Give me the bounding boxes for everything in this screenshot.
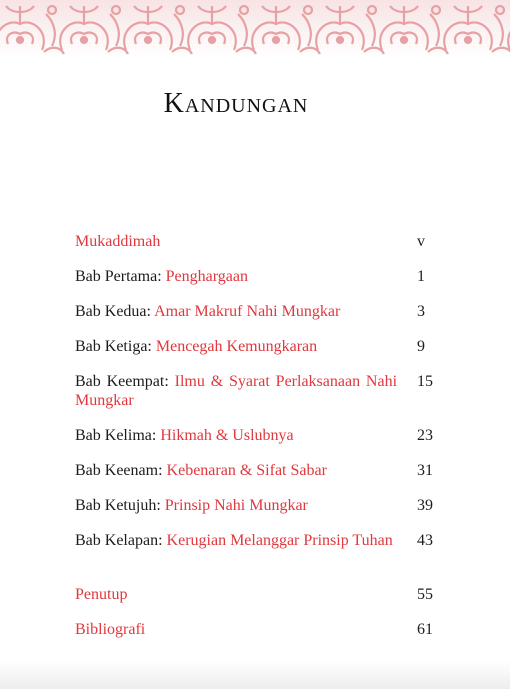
- toc-entry-link[interactable]: Kebenaran & Sifat Sabar: [166, 462, 327, 479]
- toc-row-bab-ketiga: [75, 337, 455, 356]
- toc-entry-prefix: Bab Keenam:: [75, 462, 167, 479]
- toc-entry-link[interactable]: Kerugian Melanggar Prinsip Tuhan: [166, 532, 393, 549]
- toc-page-number: 3: [417, 303, 425, 320]
- toc-page-number: 15: [417, 373, 433, 390]
- toc-entry-link[interactable]: Mencegah Kemungkaran: [155, 338, 318, 355]
- toc-entry-prefix: Bab Ketiga:: [75, 338, 156, 355]
- page-title: Kandungan: [163, 88, 309, 119]
- toc-entry-text: [75, 461, 397, 480]
- toc-page-number: 9: [417, 338, 425, 355]
- toc-row-bab-kelima: [75, 426, 455, 445]
- toc-page-number: v: [417, 233, 425, 250]
- toc-entry-prefix: Bab Pertama:: [75, 268, 166, 285]
- toc-page-number: 23: [417, 427, 433, 444]
- toc-entry-text: [75, 531, 397, 550]
- toc-entry-text: [75, 337, 397, 356]
- toc-page-number: 31: [417, 462, 433, 479]
- decorative-banner: [0, 0, 510, 58]
- toc-page-number: 1: [417, 268, 425, 285]
- toc-entry-link[interactable]: Amar Makruf Nahi Mungkar: [154, 303, 341, 320]
- toc-row-bab-kelapan: [75, 531, 455, 550]
- toc-row-penutup: [75, 585, 455, 604]
- toc-entry-prefix: Bab Kelapan:: [75, 532, 167, 549]
- toc-row-bab-keenam: [75, 461, 455, 480]
- toc-page-number: 43: [417, 532, 433, 549]
- toc-entry-text: [75, 620, 397, 639]
- toc-entry-prefix: Bab Ketujuh:: [75, 497, 165, 514]
- toc-page-number: 55: [417, 586, 433, 603]
- toc-entry-link[interactable]: Bibliografi: [75, 621, 146, 638]
- toc-entry-link[interactable]: Prinsip Nahi Mungkar: [164, 497, 308, 514]
- toc-entry-text: [75, 496, 397, 515]
- toc-entry-text: [75, 426, 397, 445]
- page-bottom-shadow: [0, 661, 510, 689]
- toc-entry-link[interactable]: Penutup: [75, 586, 128, 603]
- toc-entry-link[interactable]: Penghargaan: [165, 268, 248, 285]
- toc-entry-text: [75, 585, 397, 604]
- toc-entry-link[interactable]: Mukaddimah: [75, 233, 161, 250]
- toc-entry-prefix: Bab Keempat:: [75, 373, 175, 390]
- toc-row-bab-kedua: [75, 302, 455, 321]
- toc-page-number: 39: [417, 497, 433, 514]
- toc-row-bab-keempat: [75, 372, 455, 410]
- toc-entry-link[interactable]: Hikmah & Uslubnya: [160, 427, 294, 444]
- damask-ornament: [0, 0, 510, 58]
- toc-page-number: 61: [417, 621, 433, 638]
- toc-entry-prefix: Bab Kelima:: [75, 427, 161, 444]
- toc-entry-text: [75, 232, 397, 251]
- toc-row-bab-ketujuh: [75, 496, 455, 515]
- toc-entry-link[interactable]: Ilmu & Syarat Perlaksanaan Nahi Mungkar: [75, 373, 398, 409]
- toc-row-mukaddimah: [75, 232, 455, 251]
- toc-entry-text: [75, 372, 397, 410]
- toc-row-bab-pertama: [75, 267, 455, 286]
- toc-entry-text: [75, 302, 397, 321]
- toc-entry-text: [75, 267, 397, 286]
- toc-row-bibliografi: [75, 620, 455, 639]
- toc-entry-prefix: Bab Kedua:: [75, 303, 155, 320]
